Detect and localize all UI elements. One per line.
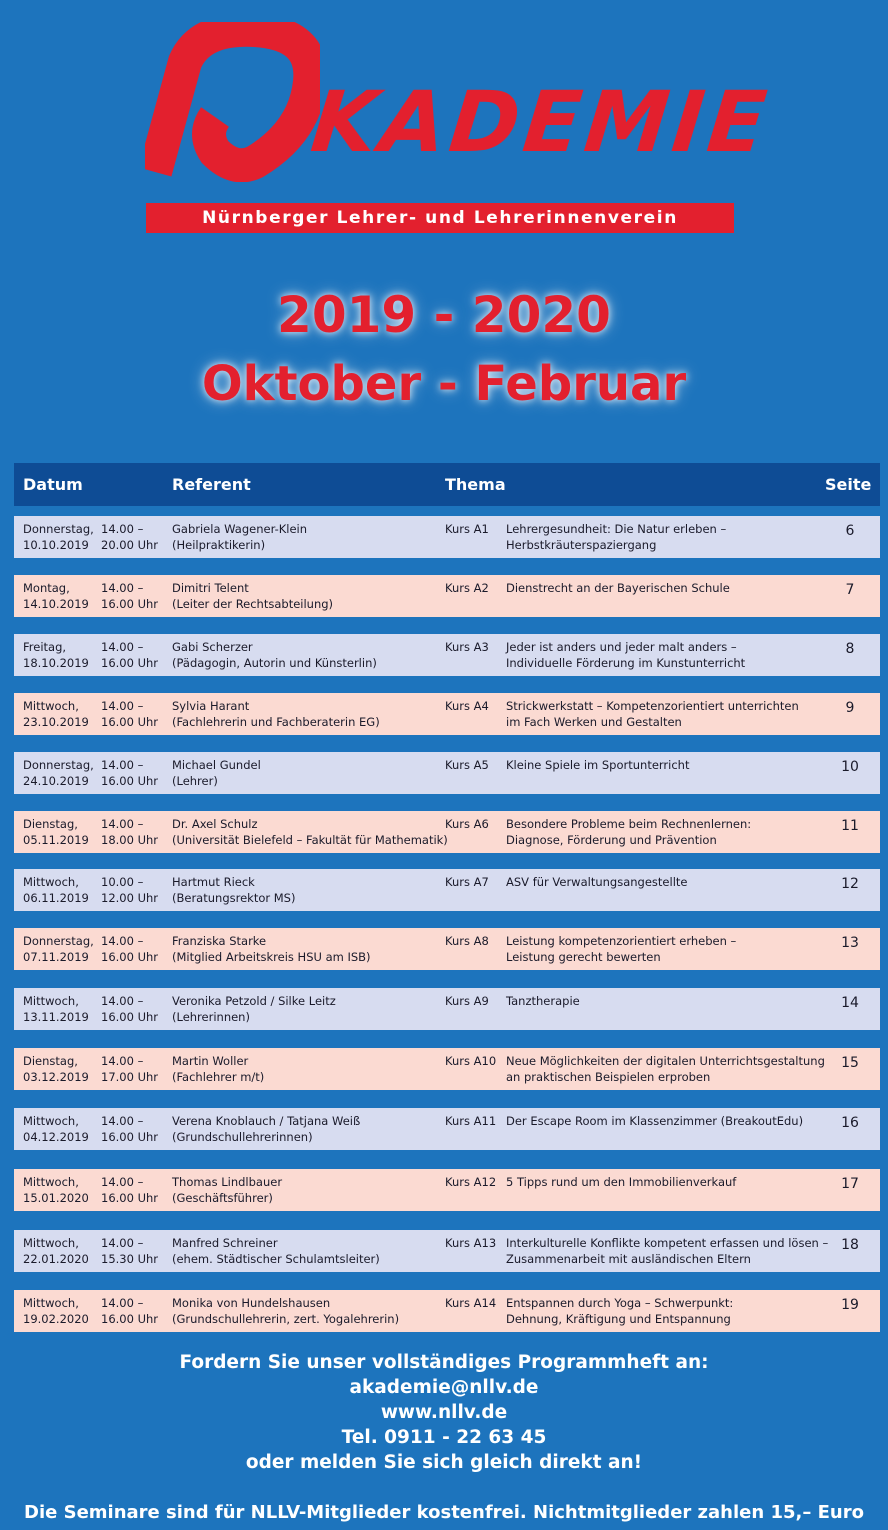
row-thema-line: Kleine Spiele im Sportunterricht [506,758,690,772]
row-thema [506,758,689,774]
row-thema [506,817,751,848]
row-referent-line: Veronika Petzold / Silke Leitz [172,994,336,1008]
row-time [101,1054,158,1085]
row-kurs-line: Kurs A5 [445,758,489,772]
row-kurs-line: Kurs A12 [445,1175,497,1189]
row-thema-line: Tanztherapie [506,994,580,1008]
row-kurs-line: Kurs A13 [445,1236,497,1250]
row-time [101,1175,158,1206]
row-seite [840,701,860,717]
row-date-line: 18.10.2019 [23,655,89,670]
row-time-line: 14.00 – [101,522,144,536]
row-referent [172,994,336,1025]
row-seite [840,524,860,540]
contact-block [0,1350,888,1475]
row-time-line: 14.00 – [101,1114,144,1128]
row-kurs-line: Kurs A3 [445,640,489,654]
row-referent [172,1114,360,1145]
row-kurs-line: Kurs A10 [445,1054,497,1068]
table-row [14,575,880,617]
row-thema-line: 5 Tipps rund um den Immobilienverkauf [506,1175,737,1189]
row-seite-line: 16 [841,1115,859,1131]
row-thema [506,522,726,553]
row-date-line: 19.02.2020 [23,1311,89,1326]
row-time [101,1296,158,1327]
row-thema [506,640,745,671]
row-time [101,758,158,789]
row-time-line: 14.00 – [101,640,144,654]
row-thema [506,1114,803,1130]
row-kurs [445,875,489,891]
row-seite [840,583,860,599]
row-time-line: 16.00 Uhr [101,655,159,670]
row-seite [840,642,860,658]
row-thema-line: Der Escape Room im Klassenzimmer (BreakoutEdu) [506,1114,804,1128]
row-referent [172,699,380,730]
row-kurs [445,934,489,950]
row-time [101,1236,158,1267]
row-thema-line: Leistung gerecht bewerten [506,949,661,964]
row-referent-line: Gabriela Wagener-Klein [172,522,308,536]
row-thema-line: an praktischen Beispielen erproben [506,1069,711,1084]
row-time [101,522,158,553]
row-seite-line: 13 [841,935,859,951]
row-kurs [445,1175,496,1191]
row-date-line: Mittwoch, [23,1236,79,1250]
row-seite-line: 10 [841,759,859,775]
row-time-line: 14.00 – [101,758,144,772]
row-seite-line: 12 [841,876,859,892]
row-thema-line: Strickwerkstatt – Kompetenzorientiert unterrichten [506,699,799,713]
row-time-line: 16.00 Uhr [101,773,159,788]
row-seite [840,819,860,835]
row-date-line: 07.11.2019 [23,949,89,964]
row-time-line: 16.00 Uhr [101,1129,159,1144]
row-thema [506,875,687,891]
row-referent-line: Gabi Scherzer [172,640,253,654]
row-referent [172,875,295,906]
row-referent-line: Manfred Schreiner [172,1236,278,1250]
row-date [23,640,89,671]
row-thema [506,994,580,1010]
table-row [14,634,880,676]
row-time-line: 16.00 Uhr [101,1009,159,1024]
table-row [14,693,880,735]
row-time [101,1114,158,1145]
row-kurs-line: Kurs A4 [445,699,489,713]
headline-months: Oktober - Februar [201,356,687,412]
row-time-line: 14.00 – [101,817,144,831]
row-seite [840,877,860,893]
row-date-line: Montag, [23,581,70,595]
row-thema-line: Herbstkräuterspaziergang [506,537,657,552]
table-row [14,1290,880,1332]
row-time-line: 12.00 Uhr [101,890,159,905]
row-kurs-line: Kurs A9 [445,994,489,1008]
contact-intro: Fordern Sie unser vollständiges Programmheft an: [179,1352,709,1373]
row-thema-line: ASV für Verwaltungsangestellte [506,875,688,889]
row-time [101,994,158,1025]
row-date-line: 10.10.2019 [23,537,89,552]
row-thema [506,1175,736,1191]
row-time [101,817,158,848]
table-row [14,988,880,1030]
table-row [14,811,880,853]
row-date-line: 15.01.2020 [23,1190,89,1205]
row-kurs [445,994,489,1010]
row-referent-line: (Lehrerinnen) [172,1009,250,1024]
row-kurs-line: Kurs A7 [445,875,489,889]
row-date-line: Donnerstag, [23,934,94,948]
row-thema [506,581,730,597]
row-thema-line: Interkulturelle Konflikte kompetent erfassen und lösen – [506,1236,829,1250]
row-seite [840,1116,860,1132]
row-referent-line: (Grundschullehrerin, zert. Yogalehrerin) [172,1311,400,1326]
row-time [101,640,158,671]
row-referent [172,1236,380,1267]
row-kurs [445,581,489,597]
row-seite-line: 7 [845,582,855,598]
table-row [14,516,880,558]
row-seite [840,936,860,952]
row-referent-line: (Mitglied Arbeitskreis HSU am ISB) [172,949,371,964]
row-time-line: 16.00 Uhr [101,1311,159,1326]
row-kurs-line: Kurs A14 [445,1296,497,1310]
row-date-line: Mittwoch, [23,1114,79,1128]
table-row [14,869,880,911]
row-thema [506,1236,828,1267]
row-kurs [445,758,489,774]
table-row [14,1230,880,1272]
row-date [23,875,89,906]
row-time-line: 16.00 Uhr [101,949,159,964]
row-seite-line: 17 [841,1176,859,1192]
row-thema-line: Dienstrecht an der Bayerischen Schule [506,581,730,595]
row-time [101,934,158,965]
row-time-line: 14.00 – [101,699,144,713]
row-referent-line: (Grundschullehrerinnen) [172,1129,313,1144]
contact-phone: Tel. 0911 - 22 63 45 [341,1427,547,1448]
row-seite-line: 18 [841,1237,859,1253]
logo-wordmark: KADEMIE [306,73,775,171]
row-referent-line: Dimitri Telent [172,581,249,595]
row-date-line: Mittwoch, [23,1296,79,1310]
row-time-line: 14.00 – [101,581,144,595]
row-seite [840,1238,860,1254]
row-kurs [445,1296,496,1312]
row-referent [172,522,307,553]
row-kurs [445,699,489,715]
row-date-line: Mittwoch, [23,699,79,713]
row-kurs [445,817,489,833]
row-seite-line: 11 [841,818,859,834]
row-time-line: 15.30 Uhr [101,1251,159,1266]
row-referent [172,817,448,848]
row-seite [840,1298,860,1314]
row-seite-line: 6 [845,523,855,539]
row-kurs [445,640,489,656]
row-kurs-line: Kurs A11 [445,1114,497,1128]
row-date-line: 13.11.2019 [23,1009,89,1024]
contact-cta: oder melden Sie sich gleich direkt an! [245,1452,643,1473]
row-time [101,581,158,612]
row-referent-line: Franziska Starke [172,934,267,948]
row-date-line: 14.10.2019 [23,596,89,611]
row-time-line: 18.00 Uhr [101,832,159,847]
row-kurs [445,522,489,538]
row-date [23,581,89,612]
row-date-line: Mittwoch, [23,875,79,889]
row-date [23,1296,89,1327]
row-kurs [445,1054,496,1070]
row-date [23,699,89,730]
row-referent [172,758,261,789]
row-referent-line: (Universität Bielefeld – Fakultät für Mathematik) [172,832,448,847]
row-date [23,1175,89,1206]
row-date [23,1114,89,1145]
contact-website[interactable]: www.nllv.de [380,1402,508,1423]
contact-email[interactable]: akademie@nllv.de [349,1377,539,1398]
row-thema-line: Individuelle Förderung im Kunstunterricht [506,655,746,670]
row-date-line: Donnerstag, [23,758,94,772]
row-time-line: 14.00 – [101,994,144,1008]
row-referent [172,1175,282,1206]
row-referent-line: (Geschäftsführer) [172,1190,273,1205]
row-referent-line: Michael Gundel [172,758,261,772]
row-seite [840,1056,860,1072]
row-date [23,1054,89,1085]
row-kurs [445,1236,496,1252]
row-kurs-line: Kurs A2 [445,581,489,595]
row-referent-line: (Leiter der Rechtsabteilung) [172,596,334,611]
row-time-line: 16.00 Uhr [101,714,159,729]
row-referent-line: (Beratungsrektor MS) [172,890,296,905]
row-referent [172,1054,264,1085]
row-date-line: 05.11.2019 [23,832,89,847]
row-date [23,758,94,789]
row-kurs [445,1114,496,1130]
row-referent-line: Verena Knoblauch / Tatjana Weiß [172,1114,361,1128]
row-thema-line: im Fach Werken und Gestalten [506,714,682,729]
header-datum: Datum [23,475,83,494]
table-row [14,1108,880,1150]
table-row [14,752,880,794]
row-time [101,875,158,906]
row-seite [840,996,860,1012]
row-time-line: 14.00 – [101,1175,144,1189]
row-referent-line: Martin Woller [172,1054,249,1068]
table-header [14,463,880,506]
row-thema [506,1296,733,1327]
logo-tagline: Nürnberger Lehrer- und Lehrerinnenverein [146,203,734,233]
row-referent-line: (ehem. Städtischer Schulamtsleiter) [172,1251,380,1266]
row-time-line: 20.00 Uhr [101,537,159,552]
row-referent-line: (Lehrer) [172,773,218,788]
row-seite-line: 15 [841,1055,859,1071]
row-referent-line: (Fachlehrer m/t) [172,1069,265,1084]
header-referent: Referent [172,475,251,494]
row-referent [172,934,371,965]
headline-years: 2019 - 2020 [277,286,611,344]
row-thema [506,934,736,965]
row-referent-line: (Pädagogin, Autorin und Künsterlin) [172,655,377,670]
row-time-line: 10.00 – [101,875,144,889]
row-thema-line: Zusammenarbeit mit ausländischen Eltern [506,1251,751,1266]
row-thema-line: Lehrergesundheit: Die Natur erleben – [506,522,727,536]
header-thema: Thema [445,475,506,494]
row-thema-line: Leistung kompetenzorientiert erheben – [506,934,737,948]
row-date [23,994,89,1025]
row-time-line: 14.00 – [101,1054,144,1068]
row-referent-line: Monika von Hundelshausen [172,1296,331,1310]
row-date-line: 23.10.2019 [23,714,89,729]
row-time-line: 16.00 Uhr [101,596,159,611]
row-date-line: Freitag, [23,640,67,654]
row-seite [840,760,860,776]
row-seite-line: 8 [845,641,855,657]
table-row [14,1048,880,1090]
row-time-line: 14.00 – [101,1236,144,1250]
row-seite-line: 14 [841,995,859,1011]
row-referent-line: Hartmut Rieck [172,875,255,889]
row-thema [506,1054,825,1085]
row-referent-line: Thomas Lindlbauer [172,1175,283,1189]
row-date [23,522,94,553]
row-thema-line: Besondere Probleme beim Rechnenlernen: [506,817,752,831]
row-date [23,817,89,848]
row-referent-line: (Heilpraktikerin) [172,537,266,552]
row-referent [172,640,377,671]
row-referent-line: (Fachlehrerin und Fachberaterin EG) [172,714,380,729]
row-thema-line: Jeder ist anders und jeder malt anders – [506,640,737,654]
row-kurs-line: Kurs A6 [445,817,489,831]
row-seite [840,1177,860,1193]
row-date [23,1236,89,1267]
row-date-line: 22.01.2020 [23,1251,89,1266]
row-referent [172,581,333,612]
row-thema [506,699,799,730]
row-referent [172,1296,399,1327]
row-date [23,934,94,965]
row-date-line: Dienstag, [23,1054,78,1068]
header-seite: Seite [825,475,872,494]
row-time-line: 17.00 Uhr [101,1069,159,1084]
row-date-line: 04.12.2019 [23,1129,89,1144]
table-row [14,928,880,970]
row-date-line: Mittwoch, [23,994,79,1008]
row-date-line: Mittwoch, [23,1175,79,1189]
logo-a-mark-icon [145,22,320,182]
row-kurs-line: Kurs A1 [445,522,489,536]
row-thema-line: Diagnose, Förderung und Prävention [506,832,717,847]
row-date-line: 03.12.2019 [23,1069,89,1084]
row-date-line: Donnerstag, [23,522,94,536]
akademie-logo [0,0,888,250]
row-thema-line: Neue Möglichkeiten der digitalen Unterrichtsgestaltung [506,1054,825,1068]
table-row [14,1169,880,1211]
row-date-line: 24.10.2019 [23,773,89,788]
row-time [101,699,158,730]
row-seite-line: 19 [841,1297,859,1313]
row-time-line: 16.00 Uhr [101,1190,159,1205]
row-time-line: 14.00 – [101,1296,144,1310]
row-date-line: Dienstag, [23,817,78,831]
row-time-line: 14.00 – [101,934,144,948]
row-date-line: 06.11.2019 [23,890,89,905]
price-note: Die Seminare sind für NLLV-Mitglieder kostenfrei. Nichtmitglieder zahlen 15,– Euro [24,1502,864,1523]
row-kurs-line: Kurs A8 [445,934,489,948]
row-referent-line: Dr. Axel Schulz [172,817,258,831]
row-referent-line: Sylvia Harant [172,699,250,713]
row-seite-line: 9 [845,700,855,716]
row-thema-line: Dehnung, Kräftigung und Entspannung [506,1311,731,1326]
row-thema-line: Entspannen durch Yoga – Schwerpunkt: [506,1296,734,1310]
